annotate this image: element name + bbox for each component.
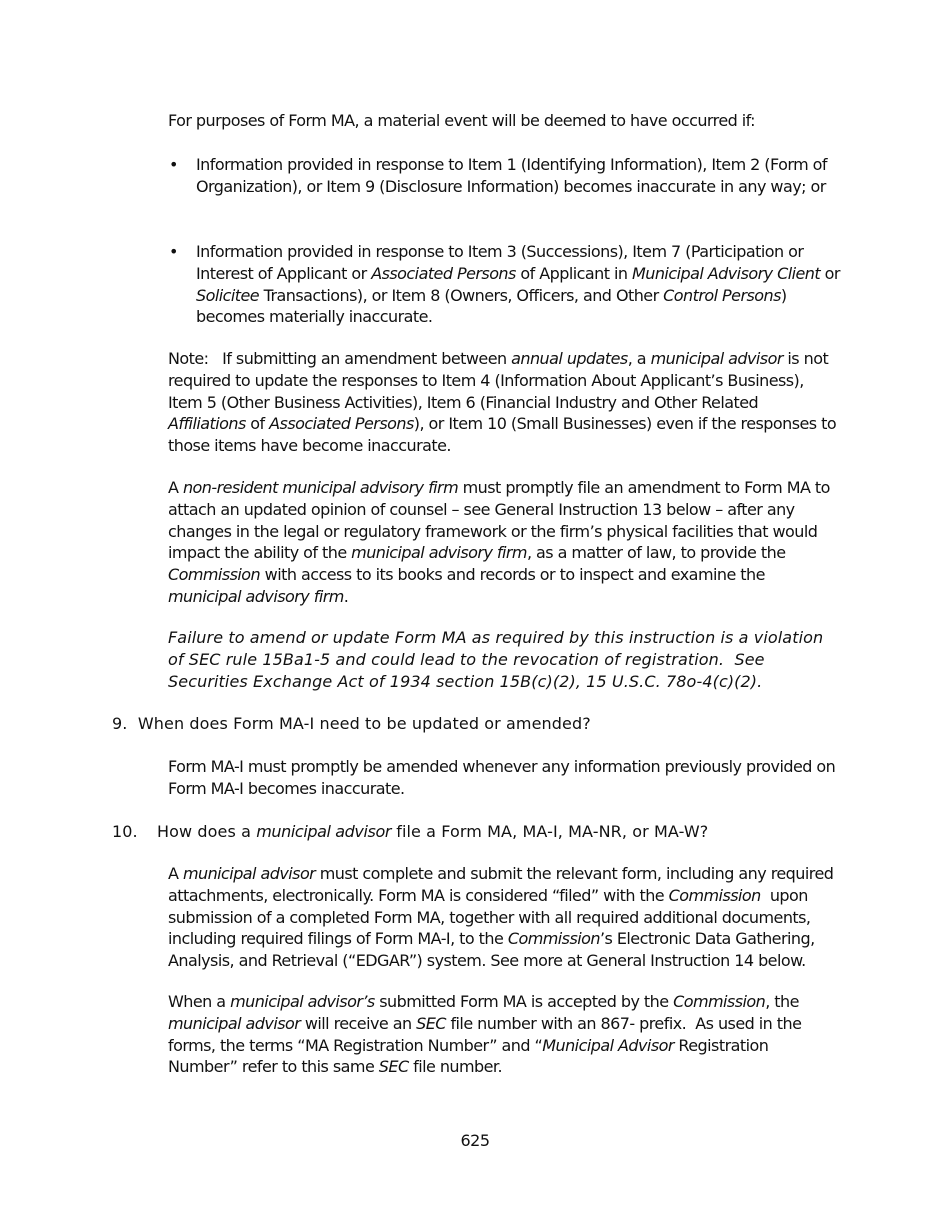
failure-warning-paragraph: Failure to amend or update Form MA as required by this instruction is a violation of SEC rule 15Ba1-5 and could lead to the revocation of registration. See Securities Exchange Act of 1934 section 15B(c)(2), 15 U.S.C. 78o-4(c)(2). — [168, 628, 829, 691]
bullet-icon: • — [169, 242, 179, 261]
question-10-heading: 10. How does a municipal advisor file a Form MA, MA-I, MA-NR, or MA-W? — [112, 822, 709, 841]
bullet-item-successions: Information provided in response to Item 3 (Successions), Item 7 (Participation or Interest of Applicant or Associated Persons of Applicant in Municipal Advisory Client or Solicitee Transactions), or Item 8 (Owners, Officers, and Other Control Persons) becomes materially inaccurate. — [196, 242, 840, 327]
question-number: 10. — [112, 822, 138, 841]
note-paragraph: Note: If submitting an amendment between annual updates, a municipal advisor is not required to update the responses to Item 4 (Information About Applicant’s Business), Item 5 (Other Business Activities), Item 6 (Financial Industry and Other Related Affiliations of Associated Persons), or Item 10 (Small Businesses) even if the responses to those items have become inaccurate. — [168, 349, 837, 456]
bullet-icon: • — [169, 155, 179, 174]
page-number: 625 — [460, 1131, 490, 1150]
question-9-heading: 9. When does Form MA-I need to be updated or amended? — [112, 714, 591, 733]
answer-10-paragraph: A municipal advisor must complete and submit the relevant form, including any required attachments, electronically. Form MA is considered “filed” with the Commission upon submission of a completed Form MA, together with all required additional documents, including required filings of Form MA-I, to the Commission’s Electronic Data Gathering, Analysis, and Retrieval (“EDGAR”) system. See more at General Instruction 14 below. — [168, 864, 834, 971]
bullet-item-identifying: Information provided in response to Item 1 (Identifying Information), Item 2 (Form of Organization), or Item 9 (Disclosure Information) becomes inaccurate in any way; or — [196, 155, 827, 196]
intro-paragraph: For purposes of Form MA, a material event will be deemed to have occurred if: — [168, 111, 756, 130]
non-resident-paragraph: A non-resident municipal advisory firm must promptly file an amendment to Form MA to attach an updated opinion of counsel – see General Instruction 13 below – after any changes in the legal or regulatory framework or the firm’s physical facilities that would impact the ability of the municipal advisory firm, as a matter of law, to provide the Commission with access to its books and records or to inspect and examine the municipal advisory firm. — [168, 478, 830, 606]
answer-9-paragraph: Form MA-I must promptly be amended whenever any information previously provided on Form MA-I becomes inaccurate. — [168, 757, 836, 798]
question-number: 9. — [112, 714, 128, 733]
answer-10-registration-paragraph: When a municipal advisor’s submitted Form MA is accepted by the Commission, the municipal advisor will receive an SEC file number with an 867- prefix. As used in the forms, the terms “MA Registration Number” and “Municipal Advisor Registration Number” refer to this same SEC file number. — [168, 992, 806, 1077]
